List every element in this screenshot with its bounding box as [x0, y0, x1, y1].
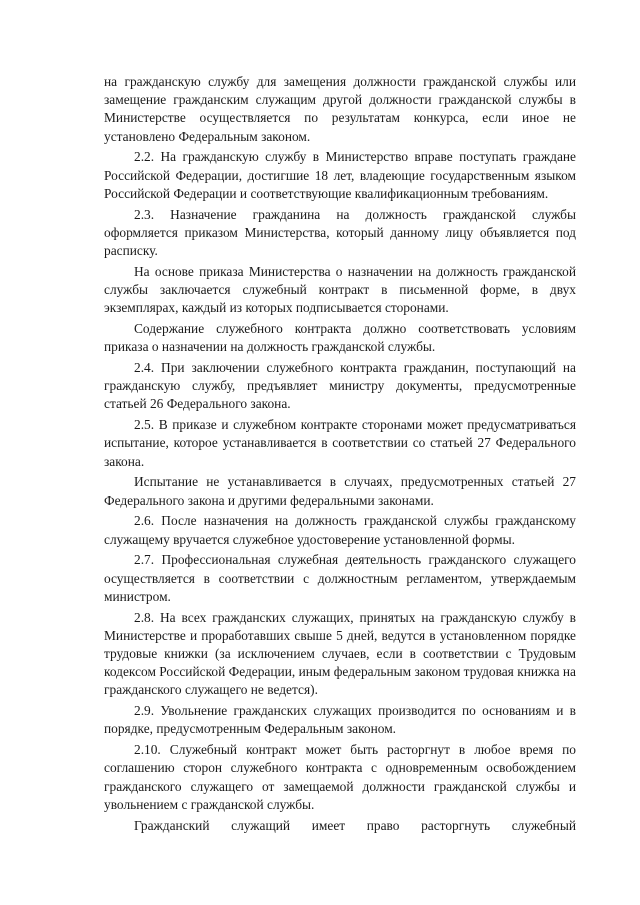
paragraph-2-10: 2.10. Служебный контракт может быть расторгнут в любое время по соглашению сторон служебного контракта с одновременным освобождением гражданского служащего от замещаемой должности гражданской службы и увольнением с гражданской службы. [104, 742, 576, 812]
paragraph-2-2: 2.2. На гражданскую службу в Министерство вправе поступать граждане Российской Федерации, достигшие 18 лет, владеющие государственным языком Российской Федерации и соответствующие квалификационным требованиям. [104, 149, 576, 201]
paragraph-2-5: 2.5. В приказе и служебном контракте сторонами может предусматриваться испытание, которое устанавливается в соответствии со статьей 27 Федерального закона. [104, 417, 576, 469]
paragraph-2-6: 2.6. После назначения на должность гражданской службы гражданскому служащему вручается служебное удостоверение установленной формы. [104, 513, 576, 547]
paragraph-contract-content: Содержание служебного контракта должно соответствовать условиям приказа о назначении на должность гражданской службы. [104, 321, 576, 355]
paragraph-2-7: 2.7. Профессиональная служебная деятельность гражданского служащего осуществляется в соответствии с должностным регламентом, утверждаемым министром. [104, 552, 576, 604]
paragraph-2-3: 2.3. Назначение гражданина на должность гражданской службы оформляется приказом Министерства, который данному лицу объявляется под расписку. [104, 206, 576, 259]
paragraph-termination-right: Гражданский служащий имеет право расторгнуть служебный [134, 817, 576, 833]
paragraph-probation: Испытание не устанавливается в случаях, предусмотренных статьей 27 Федерального закона и другими федеральными законами. [104, 474, 576, 508]
paragraph-continuation: на гражданскую службу для замещения должности гражданской службы или замещение гражданским служащим другой должности гражданской службы в Министерстве осуществляется по результатам конкурса, если иное не установлено Федеральным законом. [104, 74, 576, 144]
paragraph-2-9: 2.9. Увольнение гражданских служащих производится по основаниям и в порядке, предусмотренным Федеральным законом. [104, 703, 576, 737]
document-page [104, 73, 576, 837]
paragraph-2-4: 2.4. При заключении служебного контракта гражданин, поступающий на гражданскую службу, предъявляет министру документы, предусмотренные статьей 26 Федерального закона. [104, 360, 576, 412]
paragraph-2-8: 2.8. На всех гражданских служащих, принятых на гражданскую службу в Министерстве и проработавших свыше 5 дней, ведутся в установленном порядке трудовые книжки (за исключением случаев, если в соответствии с Трудовым кодексом Российской Федерации, иным федеральным законом трудовая книжка на гражданского служащего не ведется). [104, 609, 576, 698]
paragraph-service-contract: На основе приказа Министерства о назначении на должность гражданской службы заключается служебный контракт в письменной форме, в двух экземплярах, каждый из которых подписывается сторонами. [104, 263, 576, 316]
